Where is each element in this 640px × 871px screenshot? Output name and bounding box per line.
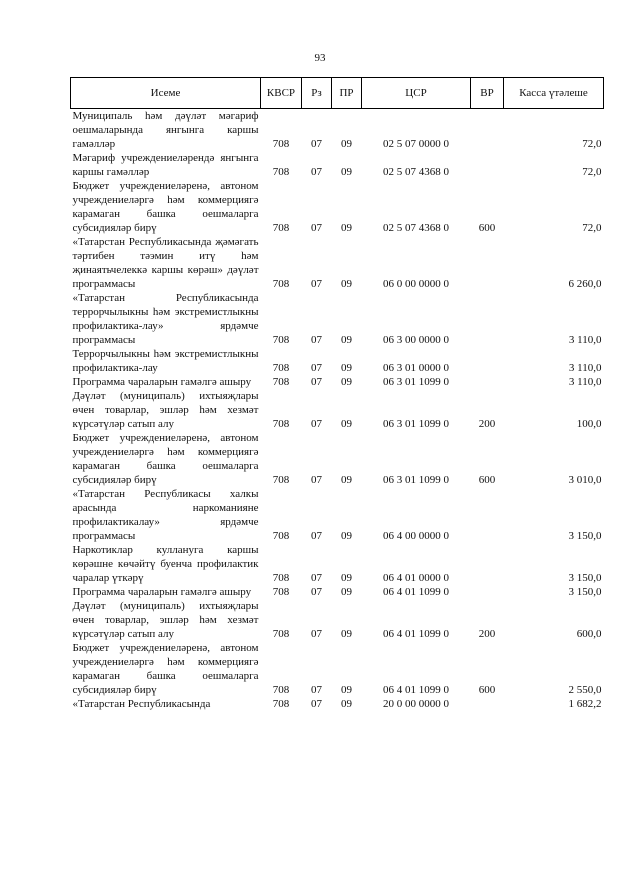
- cell-pr: 09: [341, 334, 352, 346]
- cell-vr: 600: [478, 222, 496, 234]
- cell-rz: 07: [311, 376, 322, 388]
- cell-kassa: 3 010,0: [568, 474, 602, 486]
- cell-name: Дәүләт (муниципаль) ихтыяҗлары өчен товарлар, эшләр һәм хезмәт күрсәтүләр сатып алу: [72, 600, 259, 640]
- cell-kvsr: 708: [272, 530, 290, 542]
- cell-name: Муниципаль һәм дәүләт мәгариф оешмаларында янгынга каршы гамәлләр: [72, 110, 259, 150]
- cell-pr: 09: [341, 698, 352, 710]
- table-row: [71, 599, 604, 641]
- cell-rz: 07: [311, 586, 322, 598]
- cell-rz: 07: [311, 166, 322, 178]
- table-row: [71, 697, 604, 711]
- cell-csr: 06 0 00 0000 0: [383, 278, 449, 290]
- cell-kvsr: 708: [272, 362, 290, 374]
- table-row: [71, 641, 604, 697]
- cell-pr: 09: [341, 376, 352, 388]
- cell-rz: 07: [311, 138, 322, 150]
- cell-pr: 09: [341, 166, 352, 178]
- cell-kassa: 3 150,0: [568, 572, 602, 584]
- cell-pr: 09: [341, 222, 352, 234]
- cell-kvsr: 708: [272, 572, 290, 584]
- cell-csr: 06 4 01 1099 0: [383, 586, 449, 598]
- cell-vr: [471, 235, 504, 291]
- cell-name: «Татарстан Республикасында: [72, 698, 211, 710]
- cell-rz: 07: [311, 530, 322, 542]
- table-row: [71, 179, 604, 235]
- cell-kvsr: 708: [272, 586, 290, 598]
- table-row: [71, 151, 604, 179]
- cell-csr: 02 5 07 4368 0: [383, 222, 449, 234]
- cell-csr: 02 5 07 4368 0: [383, 166, 449, 178]
- cell-csr: 06 4 01 0000 0: [383, 572, 449, 584]
- cell-vr: [471, 375, 504, 389]
- cell-kassa: 3 110,0: [568, 376, 602, 388]
- table-row: [71, 235, 604, 291]
- table-row: [71, 431, 604, 487]
- table-row: [71, 389, 604, 431]
- header-name: Исеме: [71, 78, 261, 109]
- cell-vr: [471, 543, 504, 585]
- cell-kassa: 1 682,2: [568, 698, 602, 710]
- cell-pr: 09: [341, 586, 352, 598]
- cell-rz: 07: [311, 684, 322, 696]
- table-row: [71, 487, 604, 543]
- cell-name: Бюджет учреждениеләренә, автоном учреждениеләргә һәм коммерциягә карамаган башка оешмаларга субсидияләр бирү: [72, 642, 259, 696]
- cell-kvsr: 708: [272, 418, 290, 430]
- cell-kassa: 72,0: [582, 166, 602, 178]
- cell-name: Наркотиклар куллануга каршы көрәшне көчәйтү буенча профилактик чаралар үткәрү: [72, 544, 259, 584]
- header-pr: ПР: [332, 78, 362, 109]
- table-row: [71, 347, 604, 375]
- cell-vr: [471, 487, 504, 543]
- cell-name: Мәгариф учреждениеләрендә янгынга каршы гамәлләр: [72, 152, 259, 178]
- page-number: 93: [314, 52, 326, 64]
- cell-kvsr: 708: [272, 684, 290, 696]
- table-row: [71, 291, 604, 347]
- cell-rz: 07: [311, 628, 322, 640]
- cell-vr: [471, 109, 504, 152]
- cell-kvsr: 708: [272, 138, 290, 150]
- cell-kvsr: 708: [272, 474, 290, 486]
- cell-rz: 07: [311, 222, 322, 234]
- cell-vr: 200: [478, 628, 496, 640]
- cell-csr: 06 3 01 1099 0: [383, 418, 449, 430]
- cell-rz: 07: [311, 698, 322, 710]
- cell-kassa: 3 150,0: [568, 586, 602, 598]
- cell-csr: 06 3 01 1099 0: [383, 376, 449, 388]
- cell-rz: 07: [311, 418, 322, 430]
- cell-csr: 20 0 00 0000 0: [383, 698, 449, 710]
- cell-name: «Татарстан Республикасында җәмәгать тәртибен тәэмин итү һәм җинаятьчелеккә каршы көрәш» дәүләт программасы: [72, 236, 259, 290]
- cell-rz: 07: [311, 278, 322, 290]
- cell-rz: 07: [311, 334, 322, 346]
- cell-pr: 09: [341, 572, 352, 584]
- cell-pr: 09: [341, 530, 352, 542]
- header-csr: ЦСР: [362, 78, 471, 109]
- cell-pr: 09: [341, 138, 352, 150]
- cell-vr: 200: [478, 418, 496, 430]
- header-kvsr: КВСР: [261, 78, 302, 109]
- cell-kassa: 72,0: [582, 138, 602, 150]
- cell-kvsr: 708: [272, 222, 290, 234]
- cell-name: Программа чараларын гамәлгә ашыру: [72, 586, 252, 598]
- cell-kvsr: 708: [272, 334, 290, 346]
- cell-csr: 06 4 01 1099 0: [383, 628, 449, 640]
- header-kassa: Касса үтәлеше: [504, 78, 604, 109]
- cell-name: «Татарстан Республикасында террорчылыкны һәм экстремистлыкны профилактика-лау» ярдәмче программасы: [72, 292, 259, 346]
- cell-kvsr: 708: [272, 278, 290, 290]
- cell-vr: [471, 697, 504, 711]
- cell-name: Террорчылыкны һәм экстремистлыкны профилактика-лау: [72, 348, 259, 374]
- header-rz: Рз: [302, 78, 332, 109]
- cell-name: Бюджет учреждениеләренә, автоном учреждениеләргә һәм коммерциягә карамаган башка оешмаларга субсидияләр бирү: [72, 180, 259, 234]
- cell-kvsr: 708: [272, 628, 290, 640]
- cell-csr: 06 3 01 0000 0: [383, 362, 449, 374]
- cell-csr: 06 4 00 0000 0: [383, 530, 449, 542]
- cell-name: Бюджет учреждениеләренә, автоном учреждениеләргә һәм коммерциягә карамаган башка оешмаларга субсидияләр бирү: [72, 432, 259, 486]
- table-row: [71, 585, 604, 599]
- cell-vr: 600: [478, 684, 496, 696]
- cell-kassa: 2 550,0: [568, 684, 602, 696]
- cell-name: «Татарстан Республикасы халкы арасында наркоманияне профилактикалау» ярдәмче программасы: [72, 488, 259, 542]
- cell-vr: [471, 585, 504, 599]
- cell-vr: [471, 291, 504, 347]
- table-row: [71, 375, 604, 389]
- cell-rz: 07: [311, 572, 322, 584]
- cell-csr: 02 5 07 0000 0: [383, 138, 449, 150]
- table-row: [71, 109, 604, 152]
- cell-pr: 09: [341, 628, 352, 640]
- cell-pr: 09: [341, 362, 352, 374]
- header-vr: ВР: [471, 78, 504, 109]
- cell-csr: 06 3 01 1099 0: [383, 474, 449, 486]
- cell-kassa: 600,0: [576, 628, 602, 640]
- cell-vr: [471, 151, 504, 179]
- cell-kassa: 72,0: [582, 222, 602, 234]
- cell-pr: 09: [341, 418, 352, 430]
- cell-kassa: 3 110,0: [568, 334, 602, 346]
- budget-table: [70, 77, 604, 711]
- cell-pr: 09: [341, 684, 352, 696]
- cell-kassa: 100,0: [576, 418, 602, 430]
- cell-vr: [471, 347, 504, 375]
- table-header-row: [71, 78, 604, 109]
- cell-kvsr: 708: [272, 166, 290, 178]
- cell-vr: 600: [478, 474, 496, 486]
- cell-kvsr: 708: [272, 376, 290, 388]
- cell-pr: 09: [341, 278, 352, 290]
- cell-pr: 09: [341, 474, 352, 486]
- cell-csr: 06 4 01 1099 0: [383, 684, 449, 696]
- cell-rz: 07: [311, 362, 322, 374]
- cell-kvsr: 708: [272, 698, 290, 710]
- cell-name: Программа чараларын гамәлгә ашыру: [72, 376, 252, 388]
- cell-csr: 06 3 00 0000 0: [383, 334, 449, 346]
- cell-kassa: 3 150,0: [568, 530, 602, 542]
- table-row: [71, 543, 604, 585]
- cell-kassa: 3 110,0: [568, 362, 602, 374]
- cell-rz: 07: [311, 474, 322, 486]
- cell-name: Дәүләт (муниципаль) ихтыяҗлары өчен товарлар, эшләр һәм хезмәт күрсәтүләр сатып алу: [72, 390, 259, 430]
- cell-kassa: 6 260,0: [568, 278, 602, 290]
